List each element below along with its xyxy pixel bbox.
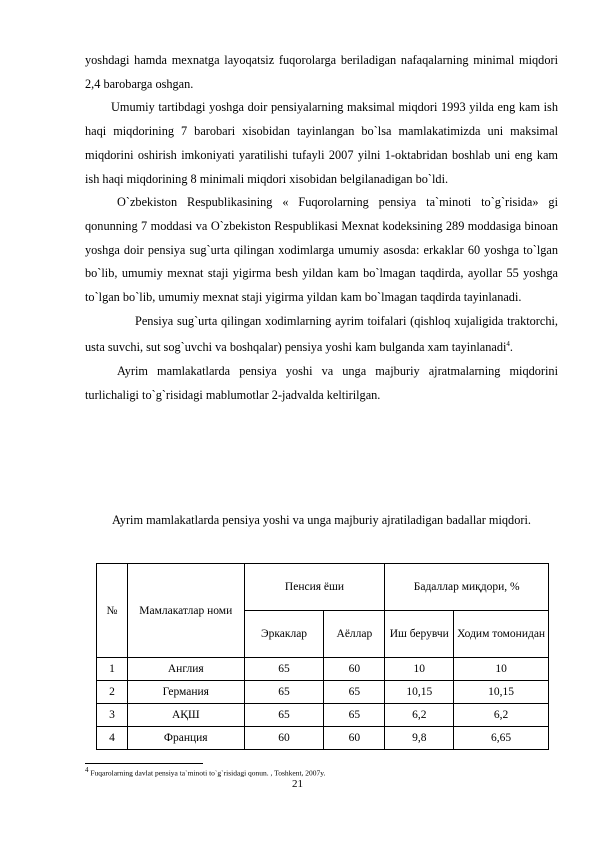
table-row [97,658,549,681]
cell-men: 65 [244,681,324,704]
cell-women: 65 [324,704,385,727]
table-row [97,727,549,750]
cell-employer: 10,15 [385,681,454,704]
header-pension-age: Пенсия ёши [244,564,385,611]
paragraph-4-text: Pensiya sug`urta qilingan xodimlarning ayrim toifalari (qishloq xujaligida traktorchi, usta suvchi, sut sog`uvchi va boshqalar) pensiya yoshi kam bulganda xam tayinlanadi [85,313,558,355]
cell-country: Англия [127,658,244,681]
cell-number: 2 [97,681,128,704]
header-women: Аёллар [324,611,385,658]
header-contributions: Бадаллар миқдори, % [385,564,549,611]
footnote-text: Fuqarolarning davlat pensiya ta`minoti to`g`risidagi qonun. , Toshkent, 2007y. [88,768,326,778]
header-number: № [97,564,128,658]
footnote-separator [85,763,203,764]
cell-number: 3 [97,704,128,727]
paragraph-5: Ayrim mamlakatlarda pensiya yoshi va unga majburiy ajratmalarning miqdorini turlichaligi to`g`risidagi mablumotlar 2-jadvalda keltirilgan. [85,364,558,402]
footnote [85,766,325,778]
cell-employer: 6,2 [385,704,454,727]
cell-men: 65 [244,704,324,727]
cell-country: Франция [127,727,244,750]
cell-employee: 10,15 [454,681,549,704]
body-text [85,49,558,408]
header-employer: Иш берувчи [385,611,454,658]
cell-women: 60 [324,727,385,750]
table-row [97,681,549,704]
header-country: Мамлакатлар номи [127,564,244,658]
cell-employee: 10 [454,658,549,681]
paragraph-2: Umumiy tartibdagi yoshga doir pensiyalarning maksimal miqdori 1993 yilda eng kam ish haqi miqdorining 7 barobari xisobidan tayinlangan bo`lsa mamlakatimizda uni maksimal miqdorini oshirish imkoniyati yaratilishi tufayli 2007 yilni 1-oktabridan boshlab uni eng kam ish haqi miqdorining 8 minimali miqdori xisobidan belgilanadigan bo`ldi. [85,100,558,186]
cell-country: АҚШ [127,704,244,727]
cell-women: 65 [324,681,385,704]
footnote-mark: 4 [506,340,510,349]
table-row [97,704,549,727]
header-men: Эркаклар [244,611,324,658]
page-number: 21 [292,778,303,790]
cell-country: Германия [127,681,244,704]
paragraph-1: yoshdagi hamda mexnatga layoqatsiz fuqorolarga beriladigan nafaqalarning minimal miqdori 2,4 barobarga oshgan. [85,53,558,91]
cell-women: 60 [324,658,385,681]
cell-employer: 9,8 [385,727,454,750]
paragraph-4-end: . [509,340,513,355]
cell-number: 1 [97,658,128,681]
paragraph-3: O`zbekiston Respublikasining « Fuqorolarning pensiya ta`minoti to`g`risida» gi qonunning 7 moddasi va O`zbekiston Respublikasi Mexnat kodeksining 289 moddasiga binoan yoshga doir pensiya sug`urta qilingan xodimlarga umumiy asosda: erkaklar 60 yoshga to`lgan bo`lib, umumiy mexnat staji yigirma besh yildan kam bo`lmagan taqdirda, ayollar 55 yoshga to`lgan bo`lib, umumiy mexnat staji yigirma yildan kam bo`lmagan taqdirda tayinlanadi. [85,195,558,305]
cell-employer: 10 [385,658,454,681]
paragraph-4 [85,310,558,361]
cell-number: 4 [97,727,128,750]
cell-employee: 6,65 [454,727,549,750]
cell-men: 60 [244,727,324,750]
header-employee: Ходим томонидан [454,611,549,658]
pension-table [96,563,549,750]
table-caption: Ayrim mamlakatlarda pensiya yoshi va unga majburiy ajratiladigan badallar miqdori. [112,513,531,527]
cell-employee: 6,2 [454,704,549,727]
cell-men: 65 [244,658,324,681]
footnote-number: 4 [85,766,89,774]
